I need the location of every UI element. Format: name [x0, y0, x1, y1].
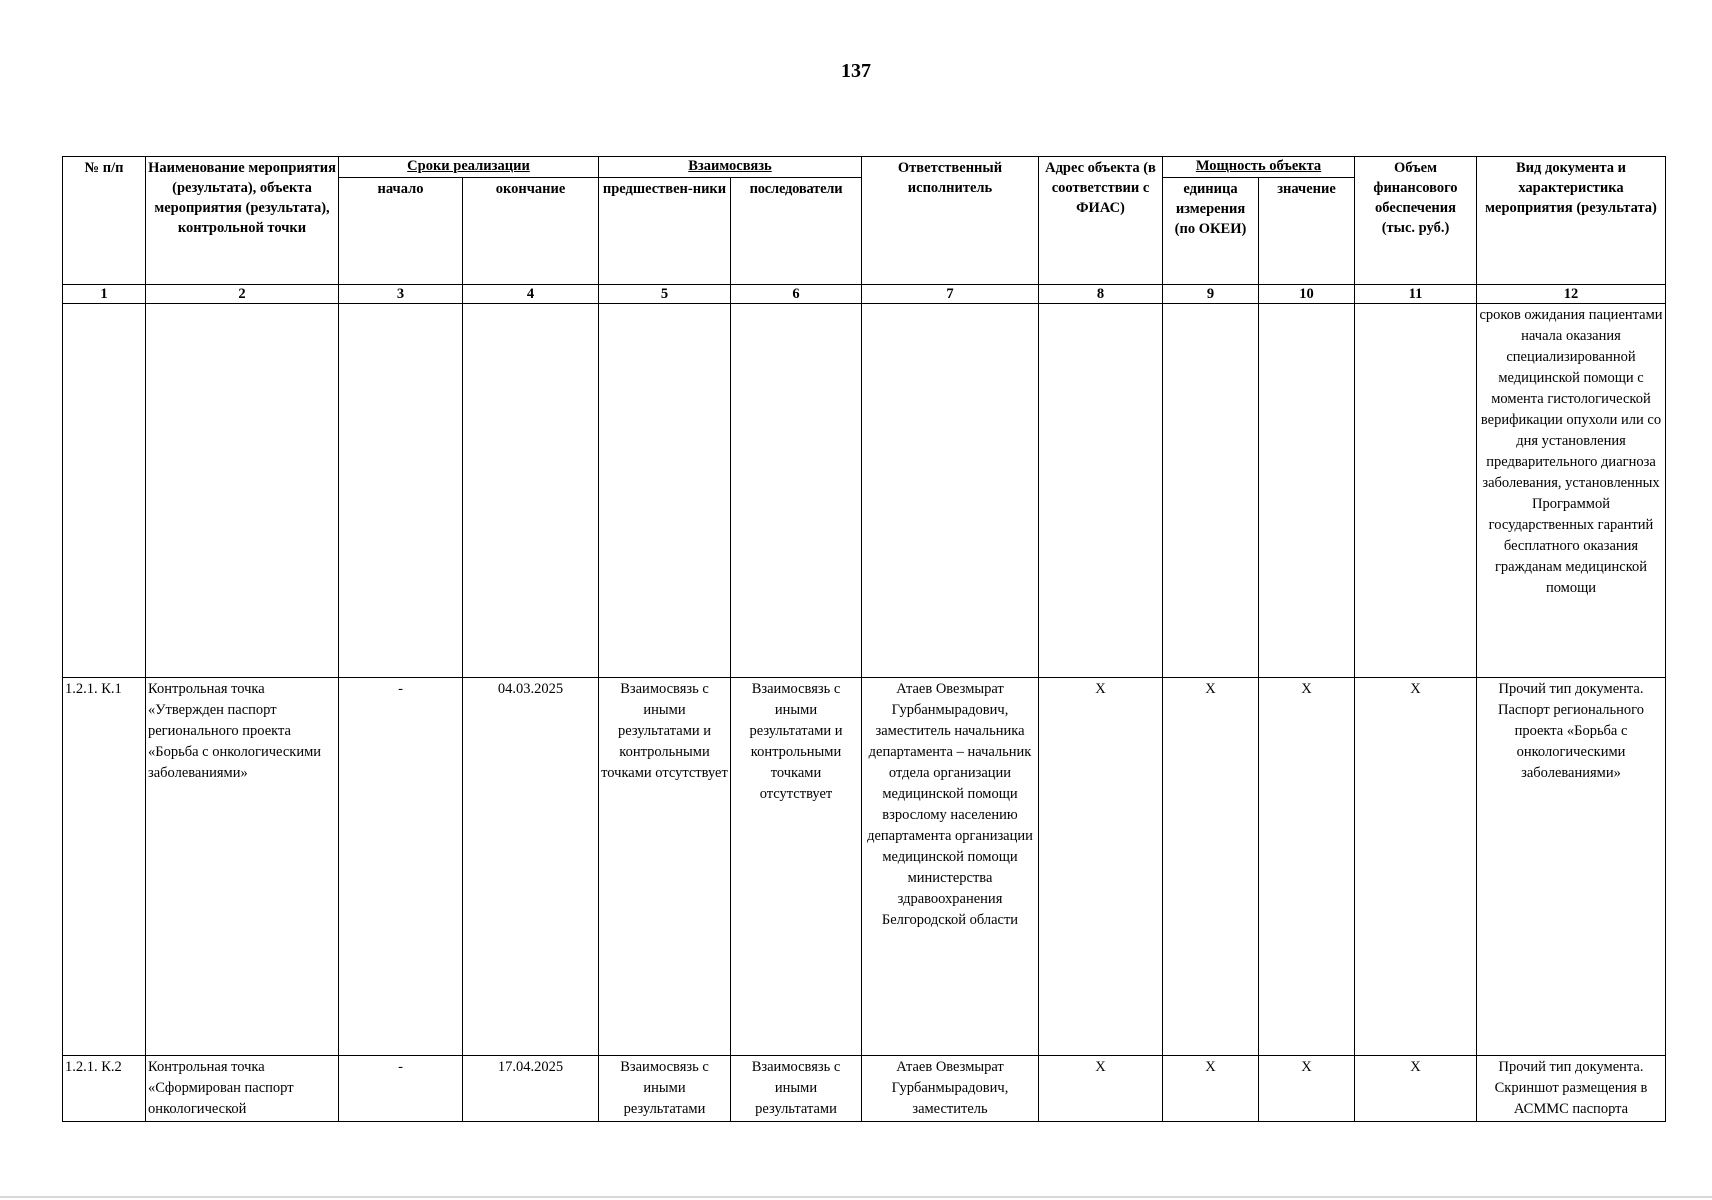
column-number: 11 — [1355, 285, 1477, 304]
cell-doc: Прочий тип документа. Скриншот размещения в АСММС паспорта — [1477, 1056, 1666, 1122]
header-funding: Объем финансового обеспечения (тыс. руб.) — [1355, 157, 1477, 285]
cell-start: - — [339, 1056, 463, 1122]
header-capacity-group: Мощность объекта — [1163, 157, 1355, 178]
cell-doc: Прочий тип документа. Паспорт регионального проекта «Борьба с онкологическими заболеваниями» — [1477, 678, 1666, 1056]
column-number: 7 — [862, 285, 1039, 304]
cell-doc: сроков ожидания пациентами начала оказания специализированной медицинской помощи с момента гистологической верификации опухоли или со дня установления предварительного диагноза заболевания, установленных Программой государственных гарантий бесплатного оказания гражданам медицинской помощи — [1477, 304, 1666, 678]
cell-value: X — [1259, 678, 1355, 1056]
cell-successors: Взаимосвязь с иными результатами и контрольными точками отсутствует — [731, 678, 862, 1056]
cell-funding — [1355, 304, 1477, 678]
cell-end: 17.04.2025 — [463, 1056, 599, 1122]
header-address: Адрес объекта (в соответствии с ФИАС) — [1039, 157, 1163, 285]
column-number: 5 — [599, 285, 731, 304]
table-row-k2 — [63, 1056, 1666, 1122]
cell-name: Контрольная точка «Утвержден паспорт регионального проекта «Борьба с онкологическими заболеваниями» — [146, 678, 339, 1056]
cell-end: 04.03.2025 — [463, 678, 599, 1056]
cell-value — [1259, 304, 1355, 678]
header-name: Наименование мероприятия (результата), объекта мероприятия (результата), контрольной точки — [146, 157, 339, 285]
cell-address — [1039, 304, 1163, 678]
cell-successors: Взаимосвязь с иными результатами — [731, 1056, 862, 1122]
cell-unit — [1163, 304, 1259, 678]
column-number: 10 — [1259, 285, 1355, 304]
cell-address: X — [1039, 1056, 1163, 1122]
header-doc-type: Вид документа и характеристика мероприятия (результата) — [1477, 157, 1666, 285]
cell-num: 1.2.1. К.1 — [63, 678, 146, 1056]
page-edge-rule — [0, 1196, 1712, 1198]
cell-funding: X — [1355, 678, 1477, 1056]
cell-successors — [731, 304, 862, 678]
cell-predecessors: Взаимосвязь с иными результатами и контрольными точками отсутствует — [599, 678, 731, 1056]
header-value: значение — [1259, 178, 1355, 285]
column-number: 4 — [463, 285, 599, 304]
cell-predecessors — [599, 304, 731, 678]
cell-start: - — [339, 678, 463, 1056]
cell-end — [463, 304, 599, 678]
cell-num: 1.2.1. К.2 — [63, 1056, 146, 1122]
cell-name: Контрольная точка «Сформирован паспорт онкологической — [146, 1056, 339, 1122]
cell-unit: X — [1163, 1056, 1259, 1122]
column-number: 1 — [63, 285, 146, 304]
column-number: 8 — [1039, 285, 1163, 304]
cell-responsible: Атаев Овезмырат Гурбанмырадович, заместитель начальника департамента – начальник отдела организации медицинской помощи взрослому населению департамента организации медицинской помощи министерства здравоохранения Белгородской области — [862, 678, 1039, 1056]
header-responsible: Ответственный исполнитель — [862, 157, 1039, 285]
cell-predecessors: Взаимосвязь с иными результатами — [599, 1056, 731, 1122]
header-predecessors: предшествен-ники — [599, 178, 731, 285]
cell-responsible — [862, 304, 1039, 678]
table-row-k1 — [63, 678, 1666, 1056]
cell-name — [146, 304, 339, 678]
column-number: 12 — [1477, 285, 1666, 304]
header-unit: единица измерения (по ОКЕИ) — [1163, 178, 1259, 285]
header-successors: последователи — [731, 178, 862, 285]
cell-address: X — [1039, 678, 1163, 1056]
header-link-group: Взаимосвязь — [599, 157, 862, 178]
header-num: № п/п — [63, 157, 146, 285]
cell-value: X — [1259, 1056, 1355, 1122]
column-number: 3 — [339, 285, 463, 304]
cell-funding: X — [1355, 1056, 1477, 1122]
column-number: 2 — [146, 285, 339, 304]
header-end: окончание — [463, 178, 599, 285]
cell-unit: X — [1163, 678, 1259, 1056]
cell-responsible: Атаев Овезмырат Гурбанмырадович, заместитель — [862, 1056, 1039, 1122]
header-start: начало — [339, 178, 463, 285]
table-row-continuation — [63, 304, 1666, 678]
cell-start — [339, 304, 463, 678]
column-number: 6 — [731, 285, 862, 304]
cell-num — [63, 304, 146, 678]
column-number: 9 — [1163, 285, 1259, 304]
header-terms-group: Сроки реализации — [339, 157, 599, 178]
plan-table — [62, 156, 1666, 1122]
page-number: 137 — [841, 60, 871, 82]
